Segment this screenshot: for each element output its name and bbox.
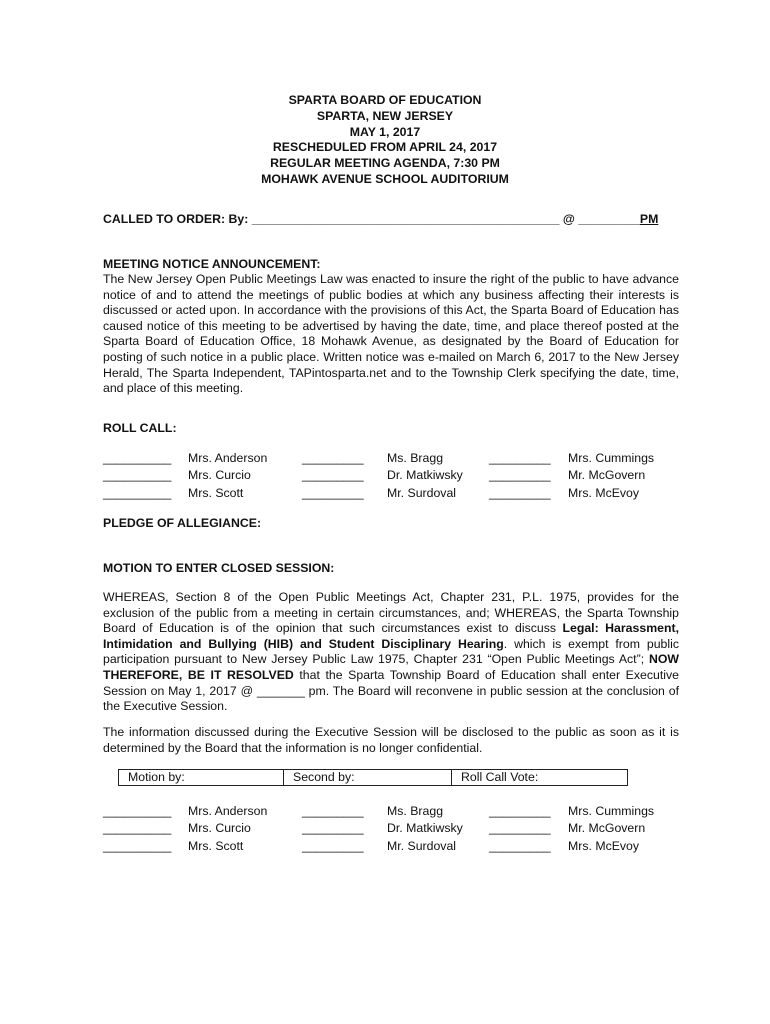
roll-blank: _________ [302,804,364,818]
roll-blank: _________ [489,838,551,853]
roll-call-vote-cell: Roll Call Vote: [461,770,539,784]
roll-blank: __________ [103,804,172,818]
roll-blank: __________ [103,838,172,853]
member-name: Mrs. Anderson [188,804,268,818]
called-to-order-pm: PM [639,212,659,226]
roll-blank: _________ [489,821,551,836]
roll-blank: _________ [489,451,551,465]
member-name: Mr. McGovern [568,468,646,483]
called-to-order-by-blank: _____________________________________________ [251,212,560,226]
roll-blank: _________ [302,821,364,836]
roll-call-row [103,451,679,468]
header-venue: MOHAWK AVENUE SCHOOL AUDITORIUM [261,171,509,186]
called-to-order-line [103,212,658,226]
resolution-text: that the Sparta Township Board of Education shall enter Executive Session on May 1, 2017 @ _______ pm. The Board will reconvene in public session at the conclusion of the Executive Session. [103,667,679,714]
member-name: Dr. Matkiwsky [387,468,463,483]
roll-blank: _________ [302,838,364,853]
member-name: Mrs. Anderson [188,451,268,465]
roll-blank: __________ [103,821,172,836]
roll-call-row [103,804,679,821]
member-name: Mrs. Scott [188,485,244,500]
roll-call-row [103,839,679,856]
notice-body: The New Jersey Open Public Meetings Law was enacted to insure the right of the public to have advance notice of and to attend the meetings of public bodies at which any business affecting their interests is discussed or acted upon. In accordance with the provisions of this Act, the Sparta Board of Education has caused notice of this meeting to be advertised by having the date, time, and place thereof posted at the Sparta Board of Education Office, 18 Mohawk Avenue, as designated by the Board of Education for posting of such notice in a public place. Written notice was e-mailed on March 6, 2017 to the New Jersey Herald, The Sparta Independent, TAPintosparta.net and to the Township Clerk specifying the date, time, and place of this meeting. [103,272,679,396]
member-name: Mrs. McEvoy [568,485,640,500]
document-header [0,93,770,188]
second-by-cell: Second by: [284,770,452,785]
header-location: SPARTA, NEW JERSEY [316,108,454,123]
motion-by-cell: Motion by: [119,770,284,785]
closed-session-disclosure: The information discussed during the Executive Session will be disclosed to the public as soon as it is determined by the Board that the information is no longer confidential. [103,725,679,755]
member-name: Ms. Bragg [387,451,444,465]
roll-call-row [103,486,679,503]
roll-call-heading: ROLL CALL: [103,421,177,435]
roll-blank: __________ [103,485,172,500]
header-meeting-type: REGULAR MEETING AGENDA, 7:30 PM [270,156,500,171]
called-to-order-at: @ [559,212,579,226]
member-name: Ms. Bragg [387,804,444,818]
resolution-text: WHEREAS, Section 8 of the Open Public Meetings Act, Chapter 231, P.L. 1975, provides for the exclusion of the public from a meeting in certain circumstances, and; WHEREAS, the Sparta Township Board of Education is of the opinion that such circumstances exist to discuss [103,590,679,636]
roll-blank: __________ [103,451,172,465]
notice-heading: MEETING NOTICE ANNOUNCEMENT: [103,257,321,271]
pledge-heading: PLEDGE OF ALLEGIANCE: [103,516,262,530]
member-name: Mr. Surdoval [387,838,457,853]
resolution-now-therefore: NOW THEREFORE, BE IT RESOLVED [103,652,679,682]
roll-call-row [103,821,679,838]
member-name: Mrs. Cummings [568,451,655,465]
header-rescheduled: RESCHEDULED FROM APRIL 24, 2017 [272,140,498,155]
vote-table [118,769,628,786]
roll-blank: _________ [489,468,551,483]
roll-call-list [103,451,679,503]
member-name: Mrs. Curcio [188,821,251,836]
header-board-name: SPARTA BOARD OF EDUCATION [288,93,482,107]
called-to-order-time-blank: _________ [578,212,640,226]
vote-roll-list [103,804,679,856]
roll-blank: _________ [302,468,364,483]
resolution-topic: Legal: Harassment, Intimidation and Bullying (HIB) and Student Disciplinary Hearing [103,621,679,651]
roll-call-row [103,468,679,485]
roll-blank: __________ [103,468,172,483]
member-name: Mrs. Curcio [188,468,251,483]
resolution-text: . which is exempt from public participation pursuant to New Jersey Public Law 1975, Chapter 231 “Open Public Meetings Act”; [103,636,679,667]
member-name: Dr. Matkiwsky [387,821,463,836]
called-to-order-label: CALLED TO ORDER: By: [103,212,252,226]
member-name: Mr. McGovern [568,821,646,836]
member-name: Mrs. Cummings [568,804,655,818]
member-name: Mrs. McEvoy [568,838,640,853]
roll-blank: _________ [489,485,551,500]
closed-session-resolution [103,590,679,715]
roll-blank: _________ [302,451,364,465]
roll-blank: _________ [302,485,364,500]
header-date: MAY 1, 2017 [349,124,421,139]
member-name: Mr. Surdoval [387,485,457,500]
closed-session-heading: MOTION TO ENTER CLOSED SESSION: [103,561,335,575]
roll-blank: _________ [489,804,551,818]
member-name: Mrs. Scott [188,838,244,853]
